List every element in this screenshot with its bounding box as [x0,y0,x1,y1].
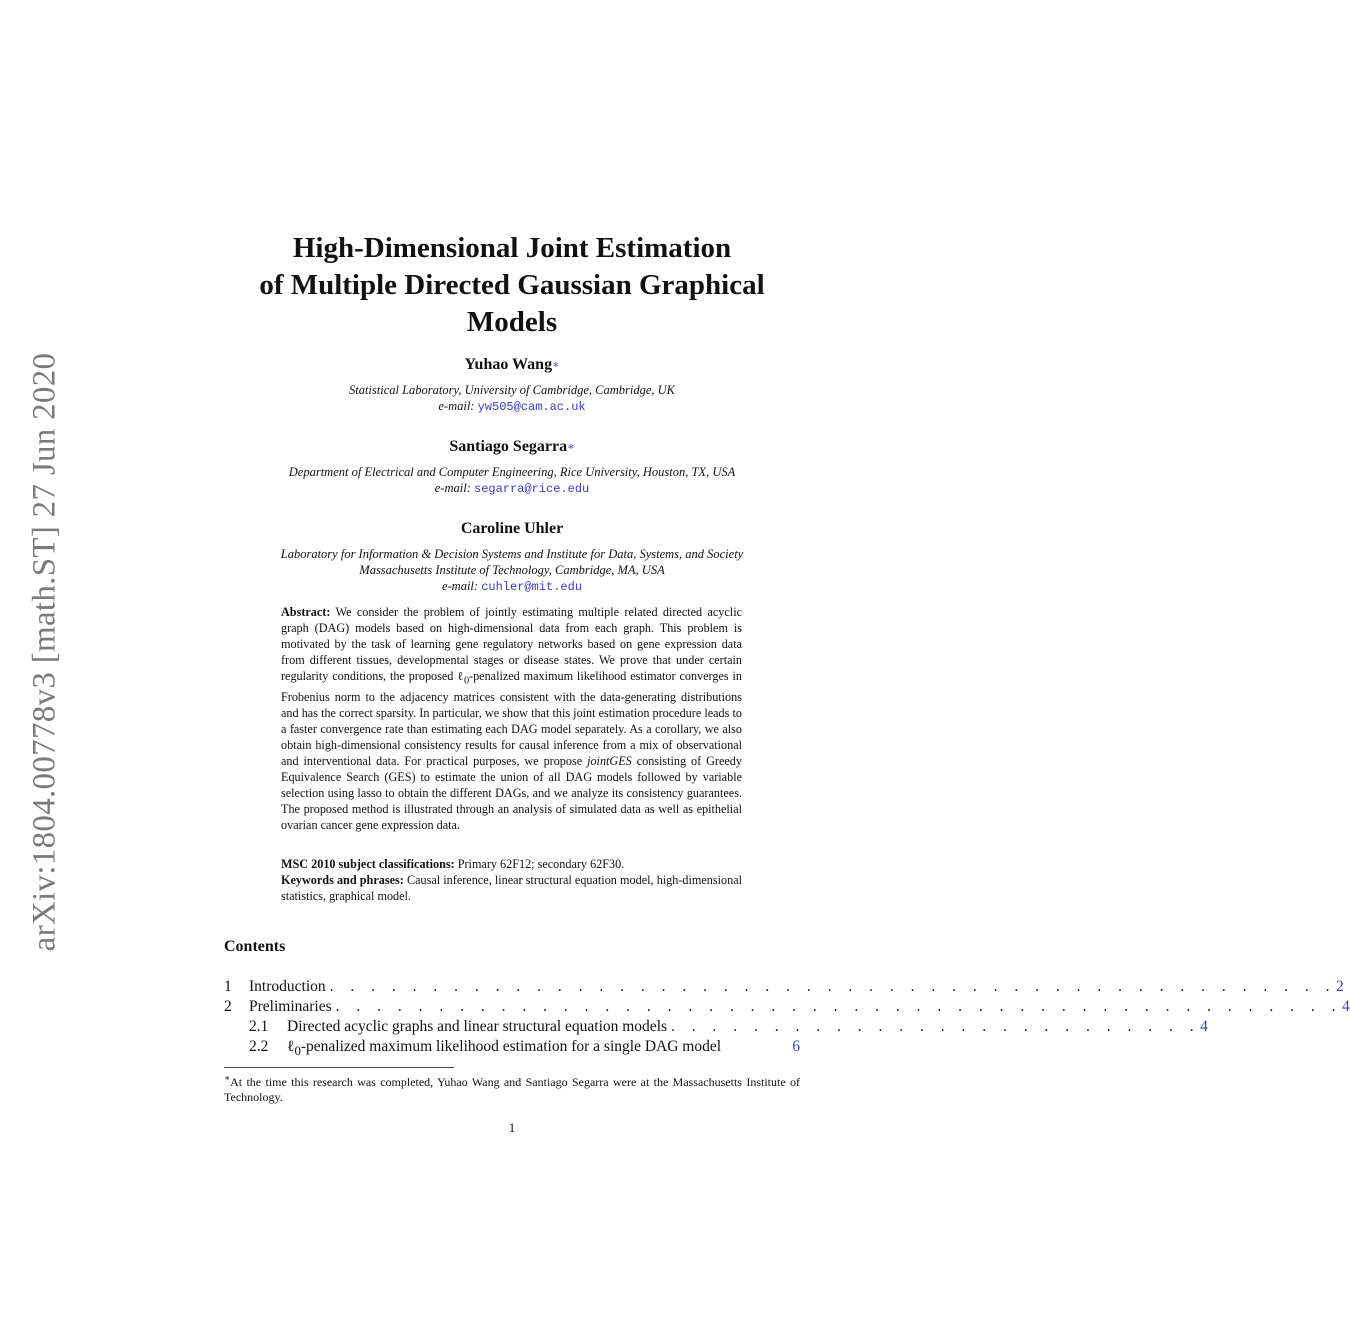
author-name-text: Yuhao Wang [464,356,553,373]
author-email-line [224,398,800,415]
affiliation-line: Massachusetts Institute of Technology, Cambridge, MA, USA [359,563,665,577]
abstract-label: Abstract: [281,605,331,619]
ell-symbol: ℓ [287,1038,295,1055]
title-line: High-Dimensional Joint Estimation [292,232,732,264]
affiliation-line: Statistical Laboratory, University of Cambridge, Cambridge, UK [348,383,676,397]
author-email-line [224,578,800,595]
toc-entry[interactable] [224,997,1350,1017]
author-name-text: Santiago Segarra [449,438,568,455]
msc-classification [281,856,742,872]
toc-leader-dots [725,1037,776,1061]
title-line: of Multiple Directed Gaussian Graphical [259,269,765,301]
toc-leader-dots: . . . . . . . . . . . . . . . . . . . . . . . . . . [671,1018,1201,1035]
abstract [281,604,742,833]
toc-entry[interactable] [224,977,1344,997]
footnote-text: At the time this research was completed, Yuhao Wang and Santiago Segarra were at the Massachusetts Institute of Technology. [224,1075,800,1104]
author-name [224,355,800,375]
footnote [224,1071,800,1105]
toc-number: 2 [224,998,232,1015]
table-of-contents [224,977,1350,1059]
arxiv-identifier-stamp: arXiv:1804.00778v3 [math.ST] 27 Jun 2020 [26,352,63,952]
author-block-segarra [224,437,800,497]
toc-title[interactable]: Directed acyclic graphs and linear structural equation models [287,1017,671,1037]
toc-leader-dots: . . . . . . . . . . . . . . . . . . . . . . . . . . . . . . . . . . . . . . . . . . . . . . . . . [329,978,1336,995]
author-name [224,437,800,457]
contents-heading: Contents [224,938,286,955]
footnote-rule [224,1067,454,1068]
toc-title-text: -penalized maximum likelihood estimation for a single DAG model [300,1038,722,1055]
toc-page-link[interactable]: 4 [1200,1018,1208,1035]
toc-title[interactable] [287,1037,725,1061]
msc-text: Primary 62F12; secondary 62F30. [457,857,625,871]
email-label: e-mail: [438,399,475,413]
toc-entry[interactable] [224,1037,800,1057]
msc-label: MSC 2010 subject classifications: [281,857,455,871]
author-affiliation [224,546,800,578]
author-affiliation [224,464,800,480]
footnote-marker[interactable]: ∗ [567,441,575,453]
toc-leader-dots: . . . . . . . . . . . . . . . . . . . . . . . . . . . . . . . . . . . . . . . . . . . . . . . . . [335,998,1343,1015]
abstract-text: We consider the problem of jointly estimating multiple related directed acyclic graph (DAG) models based on high-dimensional data from each graph. This problem is motivated by the task of learning gene regulatory networks based on gene expression data from different tissues, developmental stages or disease states. We prove that under certain regularity conditions, the proposed ℓ [281,605,742,683]
toc-title[interactable]: Introduction [249,977,330,997]
abstract-text: -penalized maximum likelihood estimator converges in Frobenius norm to the adjacency matrices consistent with the data-generating distributions and has the correct sparsity. In particular, we show that this joint estimation procedure leads to a faster convergence rate than estimating each DAG model separately. As a corollary, we also obtain high-dimensional consistency results for causal inference from a mix of observational and interventional data. For practical purposes, we propose [281,669,742,769]
toc-page-link[interactable]: 6 [776,1037,800,1061]
paper-metadata [281,856,742,904]
author-email-link[interactable]: cuhler@mit.edu [481,580,583,594]
toc-number: 1 [224,978,232,995]
subscript-zero: 0 [463,675,470,687]
toc-number: 2.2 [249,1038,269,1055]
email-label: e-mail: [434,481,471,495]
author-block-uhler [224,519,800,595]
keywords [281,872,742,904]
email-label: e-mail: [441,579,479,593]
toc-number: 2.1 [249,1018,269,1035]
affiliation-line: Department of Electrical and Computer Engineering, Rice University, Houston, TX, USA [288,465,736,479]
affiliation-line: Laboratory for Information & Decision Systems and Institute for Data, Systems, and Society [280,547,744,561]
toc-page-link[interactable]: 4 [1342,998,1350,1015]
footnote-marker: ∗ [224,1073,231,1083]
keywords-label: Keywords and phrases: [281,873,404,887]
author-email-link[interactable]: yw505@cam.ac.uk [477,400,586,414]
method-name: jointGES [587,754,632,769]
paper-title [224,230,800,341]
toc-page-link[interactable]: 2 [1336,978,1344,995]
title-line: Models [466,306,558,338]
author-block-wang [224,355,800,415]
page-number: 1 [508,1120,516,1135]
author-email-link[interactable]: segarra@rice.edu [474,482,590,496]
subscript-zero: 0 [294,1043,301,1059]
footnote-marker[interactable]: ∗ [552,359,560,371]
author-email-line [224,480,800,497]
author-name-text: Caroline Uhler [460,520,564,537]
abstract-text: consisting of Greedy Equivalence Search (GES) to estimate the union of all DAG models followed by variable selection using lasso to obtain the different DAGs, and we analyze its consistency guarantees. The proposed method is illustrated through an analysis of simulated data as well as epithelial ovarian cancer gene expression data. [281,754,742,833]
keywords-text: Causal inference, linear structural equation model, high-dimensional statistics, graphical model. [281,873,743,903]
author-affiliation [224,382,800,398]
toc-title[interactable]: Preliminaries [249,997,336,1017]
toc-entry[interactable] [224,1017,1208,1037]
author-name [224,519,800,539]
